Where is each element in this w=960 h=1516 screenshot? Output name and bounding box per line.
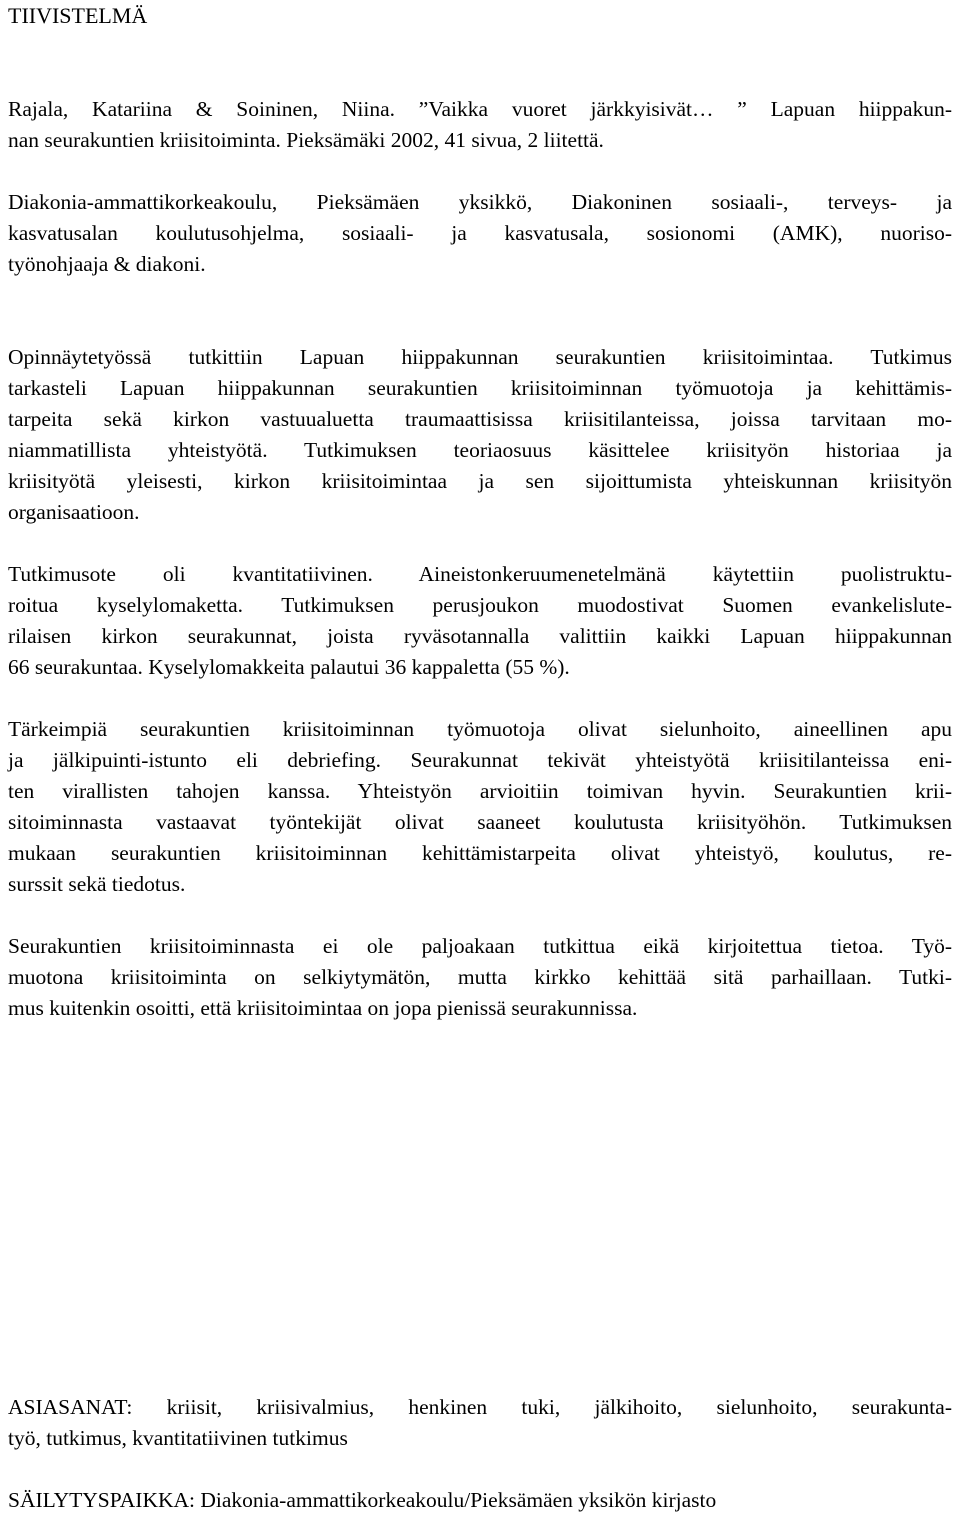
citation-line: Rajala, Katariina & Soininen, Niina. ”Vaikka vuoret järkkyisivät… ” Lapuan hiippakun- — [8, 97, 952, 121]
body-line: roitua kyselylomaketta. Tutkimuksen perusjoukon muodostivat Suomen evankelislute- — [8, 593, 952, 617]
body-line: rilaisen kirkon seurakunnat, joista ryväsotannalla valittiin kaikki Lapuan hiippakunnan — [8, 624, 952, 648]
body-line: Tutkimusote oli kvantitatiivinen. Aineistonkeruumenetelmänä käytettiin puolistruktu- — [8, 562, 952, 586]
body-line: sitoiminnasta vastaavat työntekijät olivat saaneet koulutusta kriisityöhön. Tutkimuksen — [8, 810, 952, 834]
body-line: ten virallisten tahojen kanssa. Yhteistyön arvioitiin toimivan hyvin. Seurakuntien krii- — [8, 779, 952, 803]
body-line: Seurakuntien kriisitoiminnasta ei ole paljoakaan tutkittua eikä kirjoitettua tietoa. Työ- — [8, 934, 952, 958]
body-line: tarpeita sekä kirkon vastuualuetta traumaattisissa kriisitilanteissa, joissa tarvitaan mo- — [8, 407, 952, 431]
body-line: 66 seurakuntaa. Kyselylomakkeita palautui 36 kappaletta (55 %). — [8, 655, 570, 679]
body-line: niammatillista yhteistyötä. Tutkimuksen teoriaosuus käsittelee kriisityön historiaa ja — [8, 438, 952, 462]
keywords-line: työ, tutkimus, kvantitatiivinen tutkimus — [8, 1426, 348, 1450]
body-line: ja jälkipuinti-istunto eli debriefing. Seurakunnat tekivät yhteistyötä kriisitilanteissa eni- — [8, 748, 952, 772]
page-heading: TIIVISTELMÄ — [8, 3, 148, 28]
body-line: Tärkeimpiä seurakuntien kriisitoiminnan työmuotoja olivat sielunhoito, aineellinen apu — [8, 717, 952, 741]
body-line: organisaatioon. — [8, 500, 140, 524]
storage-location: SÄILYTYSPAIKKA: Diakonia-ammattikorkeakoulu/Pieksämäen yksikön kirjasto — [8, 1488, 717, 1512]
body-line: tarkasteli Lapuan hiippakunnan seurakuntien kriisitoiminnan työmuotoja ja kehittämis- — [8, 376, 952, 400]
keywords-line: ASIASANAT: kriisit, kriisivalmius, henkinen tuki, jälkihoito, sielunhoito, seurakunta- — [8, 1395, 952, 1419]
body-line: muotona kriisitoiminta on selkiytymätön, mutta kirkko kehittää sitä parhaillaan. Tutki- — [8, 965, 952, 989]
citation-line: nan seurakuntien kriisitoiminta. Pieksämäki 2002, 41 sivua, 2 liitettä. — [8, 128, 604, 152]
institution-line: kasvatusalan koulutusohjelma, sosiaali- ja kasvatusala, sosionomi (AMK), nuoriso- — [8, 221, 952, 245]
body-line: Opinnäytetyössä tutkittiin Lapuan hiippakunnan seurakuntien kriisitoimintaa. Tutkimus — [8, 345, 952, 369]
body-line: mukaan seurakuntien kriisitoiminnan kehittämistarpeita olivat yhteistyö, koulutus, re- — [8, 841, 952, 865]
body-line: surssit sekä tiedotus. — [8, 872, 186, 896]
body-line: kriisityötä yleisesti, kirkon kriisitoimintaa ja sen sijoittumista yhteiskunnan kriisityön — [8, 469, 952, 493]
institution-line: työnohjaaja & diakoni. — [8, 252, 206, 276]
institution-line: Diakonia-ammattikorkeakoulu, Pieksämäen yksikkö, Diakoninen sosiaali-, terveys- ja — [8, 190, 952, 214]
body-line: mus kuitenkin osoitti, että kriisitoimintaa on jopa pienissä seurakunnissa. — [8, 996, 638, 1020]
